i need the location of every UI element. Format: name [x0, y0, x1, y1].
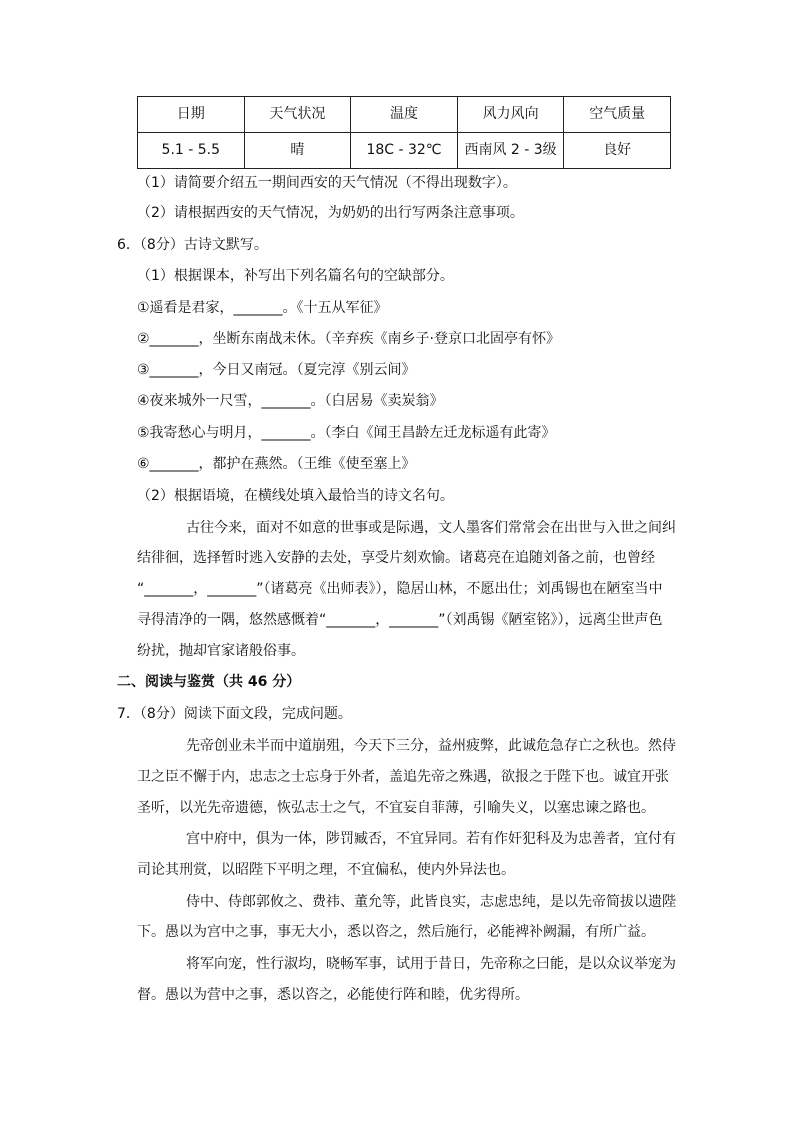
weather-table	[137, 96, 671, 169]
table-row	[138, 133, 671, 169]
header-wind: 风力风向	[457, 97, 564, 133]
table-header-row	[138, 97, 671, 133]
q6-item-1: ①遥看是君家，_______。《十五从军征》	[137, 300, 388, 316]
q5-sub2: （2）请根据西安的天气情况，为奶奶的出行写两条注意事项。	[137, 205, 524, 221]
q6-para-line-3: “_______，_______”（诸葛亮《出师表》），隐居山林，不愿出仕；刘禹锡也在陋室当中	[137, 581, 663, 597]
q6-item-5: ⑤我寄愁心与明月，_______。（李白《闻王昌龄左迁龙标遥有此寄》	[137, 425, 556, 441]
q6-sub2: （2）根据语境，在横线处填入最恰当的诗文名句。	[137, 488, 454, 504]
q6-item-2: ②_______，坐断东南战未休。（辛弃疾《南乡子·登京口北固亭有怀》	[137, 331, 560, 347]
q7-line-5: 司论其刑赏，以昭陛下平明之理，不宜偏私，使内外异法也。	[137, 862, 515, 878]
q7-line-9: 督。愚以为营中之事，悉以咨之，必能使行阵和睦，优劣得所。	[137, 987, 529, 1003]
cell-date: 5.1 - 5.5	[138, 133, 245, 169]
cell-air-quality: 良好	[564, 133, 671, 169]
q7-line-4: 宫中府中，俱为一体，陟罚臧否，不宜异同。若有作奸犯科及为忠善者，宜付有	[186, 831, 676, 847]
q7-title: 7．（8分）阅读下面文段，完成问题。	[117, 706, 352, 722]
q6-para-line-2: 结徘徊，选择暂时逃入安静的去处，享受片刻欢愉。诸葛亮在追随刘备之前，也曾经	[137, 550, 655, 566]
q6-item-6: ⑥_______，都护在燕然。（王维《使至塞上》	[137, 456, 416, 472]
q7-line-7: 下。愚以为宫中之事，事无大小，悉以咨之，然后施行，必能裨补阙漏，有所广益。	[137, 924, 655, 940]
header-temperature: 温度	[351, 97, 458, 133]
header-air-quality: 空气质量	[564, 97, 671, 133]
q7-line-8: 将军向宠，性行淑均，晓畅军事，试用于昔日，先帝称之曰能，是以众议举宠为	[186, 956, 676, 972]
q7-line-6: 侍中、侍郎郭攸之、费祎、董允等，此皆良实，志虑忠纯，是以先帝简拔以遗陛	[186, 894, 676, 910]
q6-sub1: （1）根据课本，补写出下列名篇名句的空缺部分。	[137, 268, 454, 284]
q6-item-4: ④夜来城外一尺雪，_______。（白居易《卖炭翁》	[137, 393, 444, 409]
q6-title: 6．（8分）古诗文默写。	[117, 237, 268, 253]
q5-sub1: （1）请简要介绍五一期间西安的天气情况（不得出现数字）。	[137, 175, 517, 191]
q6-item-3: ③_______，今日又南冠。（夏完淳《别云间》	[137, 362, 416, 378]
cell-wind: 西南风 2 - 3级	[457, 133, 564, 169]
cell-temperature: 18C - 32℃	[351, 133, 458, 169]
section-2-heading: 二、阅读与鉴赏（共 46 分）	[117, 674, 301, 690]
q6-para-line-4: 寻得清净的一隅，悠然感慨着“_______，_______”（刘禹锡《陋室铭》），远离尘世声色	[137, 612, 663, 628]
q7-line-1: 先帝创业未半而中道崩殂，今天下三分，益州疲弊，此诚危急存亡之秋也。然侍	[186, 738, 676, 754]
header-date: 日期	[138, 97, 245, 133]
q7-line-2: 卫之臣不懈于内，忠志之士忘身于外者，盖追先帝之殊遇，欲报之于陛下也。诚宜开张	[137, 769, 669, 785]
q6-para-line-5: 纷扰，抛却官家诸般俗事。	[137, 643, 305, 659]
cell-weather: 晴	[244, 133, 351, 169]
q7-line-3: 圣听，以光先帝遗德，恢弘志士之气，不宜妄自菲薄，引喻失义，以塞忠谏之路也。	[137, 800, 655, 816]
q6-para-line-1: 古往今来，面对不如意的世事或是际遇，文人墨客们常常会在出世与入世之间纠	[186, 520, 676, 536]
header-weather: 天气状况	[244, 97, 351, 133]
